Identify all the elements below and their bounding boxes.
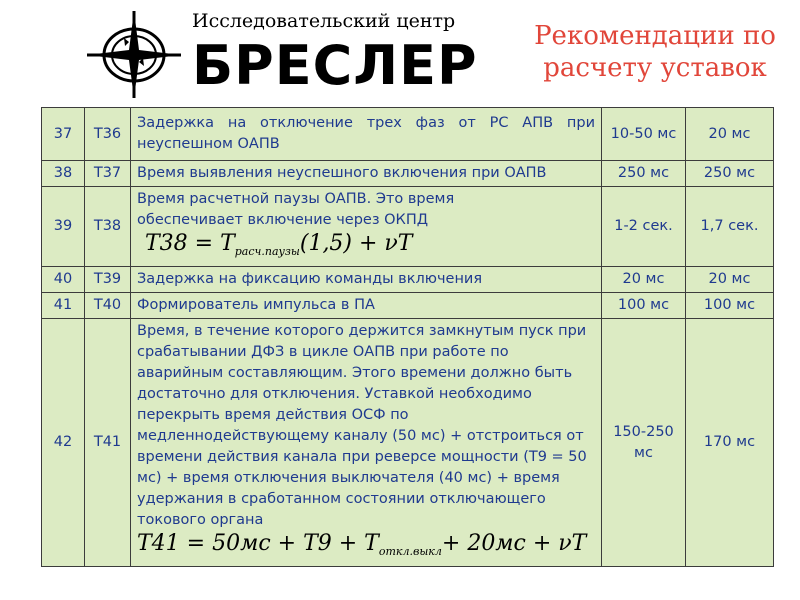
setting-range: 150-250 мс	[602, 319, 686, 567]
formula-subscript: откл.выкл	[378, 545, 442, 558]
row-number: 41	[42, 293, 85, 319]
parameter-code: Т37	[85, 161, 131, 187]
parameter-description: Задержка на фиксацию команды включения	[131, 267, 602, 293]
parameter-description-cell	[131, 187, 602, 267]
setting-value: 20 мс	[686, 267, 774, 293]
setting-range: 10-50 мс	[602, 108, 686, 161]
table-row	[42, 293, 774, 319]
formula-subscript: расч.паузы	[234, 245, 300, 258]
formula-rhs: + 20мс + νT	[441, 531, 587, 556]
table-row	[42, 108, 774, 161]
formula	[137, 532, 595, 564]
setting-value: 250 мс	[686, 161, 774, 187]
parameter-description: Время выявления неуспешного включения при ОАПВ	[131, 161, 602, 187]
setting-range: 20 мс	[602, 267, 686, 293]
slide-title: Рекомендации по расчету уставок	[534, 21, 776, 83]
parameter-code: Т40	[85, 293, 131, 319]
setting-range: 1-2 сек.	[602, 187, 686, 267]
parameter-description: Формирователь импульса в ПА	[131, 293, 602, 319]
parameter-description: Время расчетной паузы ОАПВ. Это время обеспечивает включение через ОКПД	[137, 191, 455, 228]
formula-lhs: T41 = 50мс + T9 + T	[137, 531, 379, 556]
table-row	[42, 187, 774, 267]
row-number: 39	[42, 187, 85, 267]
table-row	[42, 161, 774, 187]
row-number: 40	[42, 267, 85, 293]
parameter-code: Т36	[85, 108, 131, 161]
parameter-description: Задержка на отключение трех фаз от РС АПВ при неуспешном ОАПВ	[131, 108, 602, 161]
row-number: 37	[42, 108, 85, 161]
brand-name: БРЕСЛЕР	[192, 34, 478, 97]
setting-value: 170 мс	[686, 319, 774, 567]
settings-table	[41, 107, 774, 567]
parameter-description: Время, в течение которого держится замкнутым пуск при срабатывании ДФЗ в цикле ОАПВ при работе по аварийным составляющим. Этого времени должно быть достаточно для отключения. Уставкой необходимо перекрыть время действия ОСФ по медленнодействующему каналу (50 мс) + отстроиться от времени действия канала при реверсе мощности (Т9 = 50 мс) + время отключения выключателя (40 мс) + время удержания в сработанном состоянии отключающего токового органа	[137, 323, 587, 528]
row-number: 42	[42, 319, 85, 567]
table-row	[42, 319, 774, 567]
setting-value: 1,7 сек.	[686, 187, 774, 267]
table-row	[42, 267, 774, 293]
setting-range: 100 мс	[602, 293, 686, 319]
setting-value: 20 мс	[686, 108, 774, 161]
parameter-code: Т41	[85, 319, 131, 567]
parameter-code: Т38	[85, 187, 131, 267]
compass-star-logo	[82, 8, 186, 100]
setting-value: 100 мс	[686, 293, 774, 319]
center-name: Исследовательский центр	[192, 10, 456, 32]
formula-rhs: (1,5) + νT	[299, 231, 413, 256]
parameter-code: Т39	[85, 267, 131, 293]
formula-lhs: T38 = T	[145, 231, 235, 256]
formula	[137, 232, 595, 264]
setting-range: 250 мс	[602, 161, 686, 187]
row-number: 38	[42, 161, 85, 187]
parameter-description-cell	[131, 319, 602, 567]
